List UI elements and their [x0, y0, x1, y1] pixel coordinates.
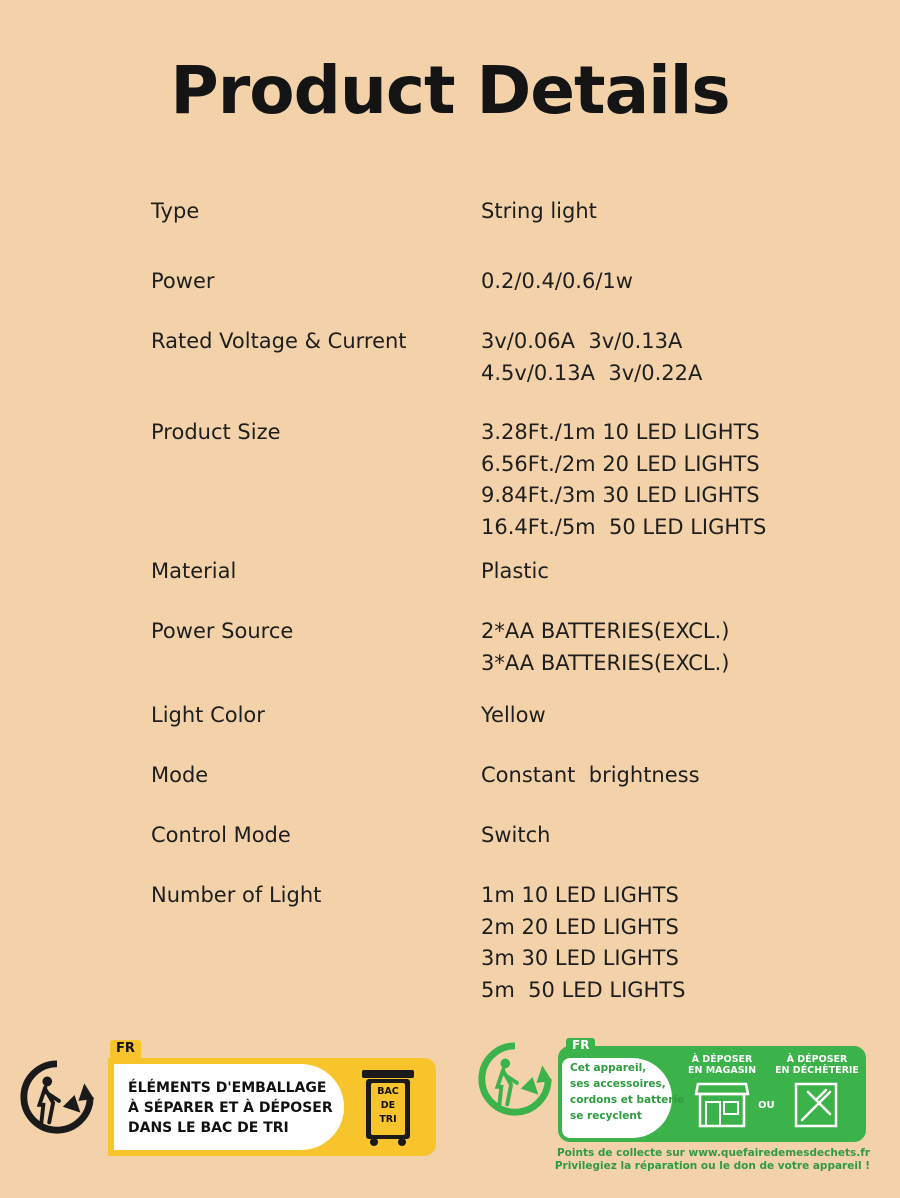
spec-value: Constant brightness: [481, 763, 700, 787]
device-recycle-text: Cet appareil, ses accessoires, cordons et batterie se recyclent: [570, 1062, 685, 1122]
country-tag: FR: [110, 1040, 141, 1058]
packaging-sort-label: [108, 1058, 436, 1156]
waste-center-icon: [790, 1080, 842, 1130]
spec-label: Light Color: [151, 703, 265, 727]
spec-value: 3v/0.06A 3v/0.13A: [481, 329, 683, 353]
triman-recycle-icon-green: [476, 1040, 554, 1118]
page-title: Product Details: [170, 52, 730, 129]
sorting-bin-icon: [358, 1066, 418, 1148]
spec-label: Product Size: [151, 420, 281, 444]
spec-value: 9.84Ft./3m 30 LED LIGHTS: [481, 483, 760, 507]
bin-label: BAC DE TRI: [377, 1086, 399, 1125]
collection-points-text: Points de collecte sur www.quefairedemesdechets.fr: [556, 1147, 870, 1159]
triman-recycle-icon: [18, 1058, 96, 1136]
spec-value: Switch: [481, 823, 551, 847]
spec-value: 0.2/0.4/0.6/1w: [481, 269, 633, 293]
spec-label: Material: [151, 559, 237, 583]
spec-value: 3m 30 LED LIGHTS: [481, 946, 679, 970]
spec-value: Plastic: [481, 559, 549, 583]
spec-label: Number of Light: [151, 883, 322, 907]
spec-value: 4.5v/0.13A 3v/0.22A: [481, 360, 703, 385]
dump-dropoff-heading: À DÉPOSER EN DÉCHÈTERIE: [775, 1054, 859, 1076]
spec-label: Mode: [151, 763, 209, 787]
collection-footer: [540, 1147, 870, 1173]
device-recycling-label: [558, 1038, 866, 1142]
spec-label: Control Mode: [151, 823, 291, 847]
spec-label: Type: [151, 199, 200, 223]
spec-value: 1m 10 LED LIGHTS: [481, 883, 679, 907]
spec-value: 2m 20 LED LIGHTS: [481, 914, 679, 939]
spec-label: Power Source: [151, 619, 294, 643]
spec-value: 3.28Ft./1m 10 LED LIGHTS: [481, 420, 760, 444]
store-dropoff-heading: À DÉPOSER EN MAGASIN: [687, 1054, 757, 1076]
country-tag: FR: [566, 1038, 595, 1052]
packaging-instruction: ÉLÉMENTS D'EMBALLAGE À SÉPARER ET À DÉPOSER DANS LE BAC DE TRI: [128, 1080, 333, 1136]
or-text: OU: [758, 1100, 775, 1111]
repair-advice-text: Privilegiez la réparation ou le don de votre appareil !: [554, 1160, 870, 1172]
spec-value: 3*AA BATTERIES(EXCL.): [481, 650, 730, 675]
spec-value: 6.56Ft./2m 20 LED LIGHTS: [481, 451, 760, 476]
spec-label: Power: [151, 269, 215, 293]
spec-label: Rated Voltage & Current: [151, 329, 407, 353]
spec-value: 5m 50 LED LIGHTS: [481, 977, 686, 1002]
store-icon: [694, 1080, 750, 1130]
spec-value: Yellow: [481, 703, 546, 727]
spec-value: 2*AA BATTERIES(EXCL.): [481, 619, 730, 643]
spec-value: 16.4Ft./5m 50 LED LIGHTS: [481, 514, 767, 539]
spec-value: String light: [481, 199, 597, 223]
